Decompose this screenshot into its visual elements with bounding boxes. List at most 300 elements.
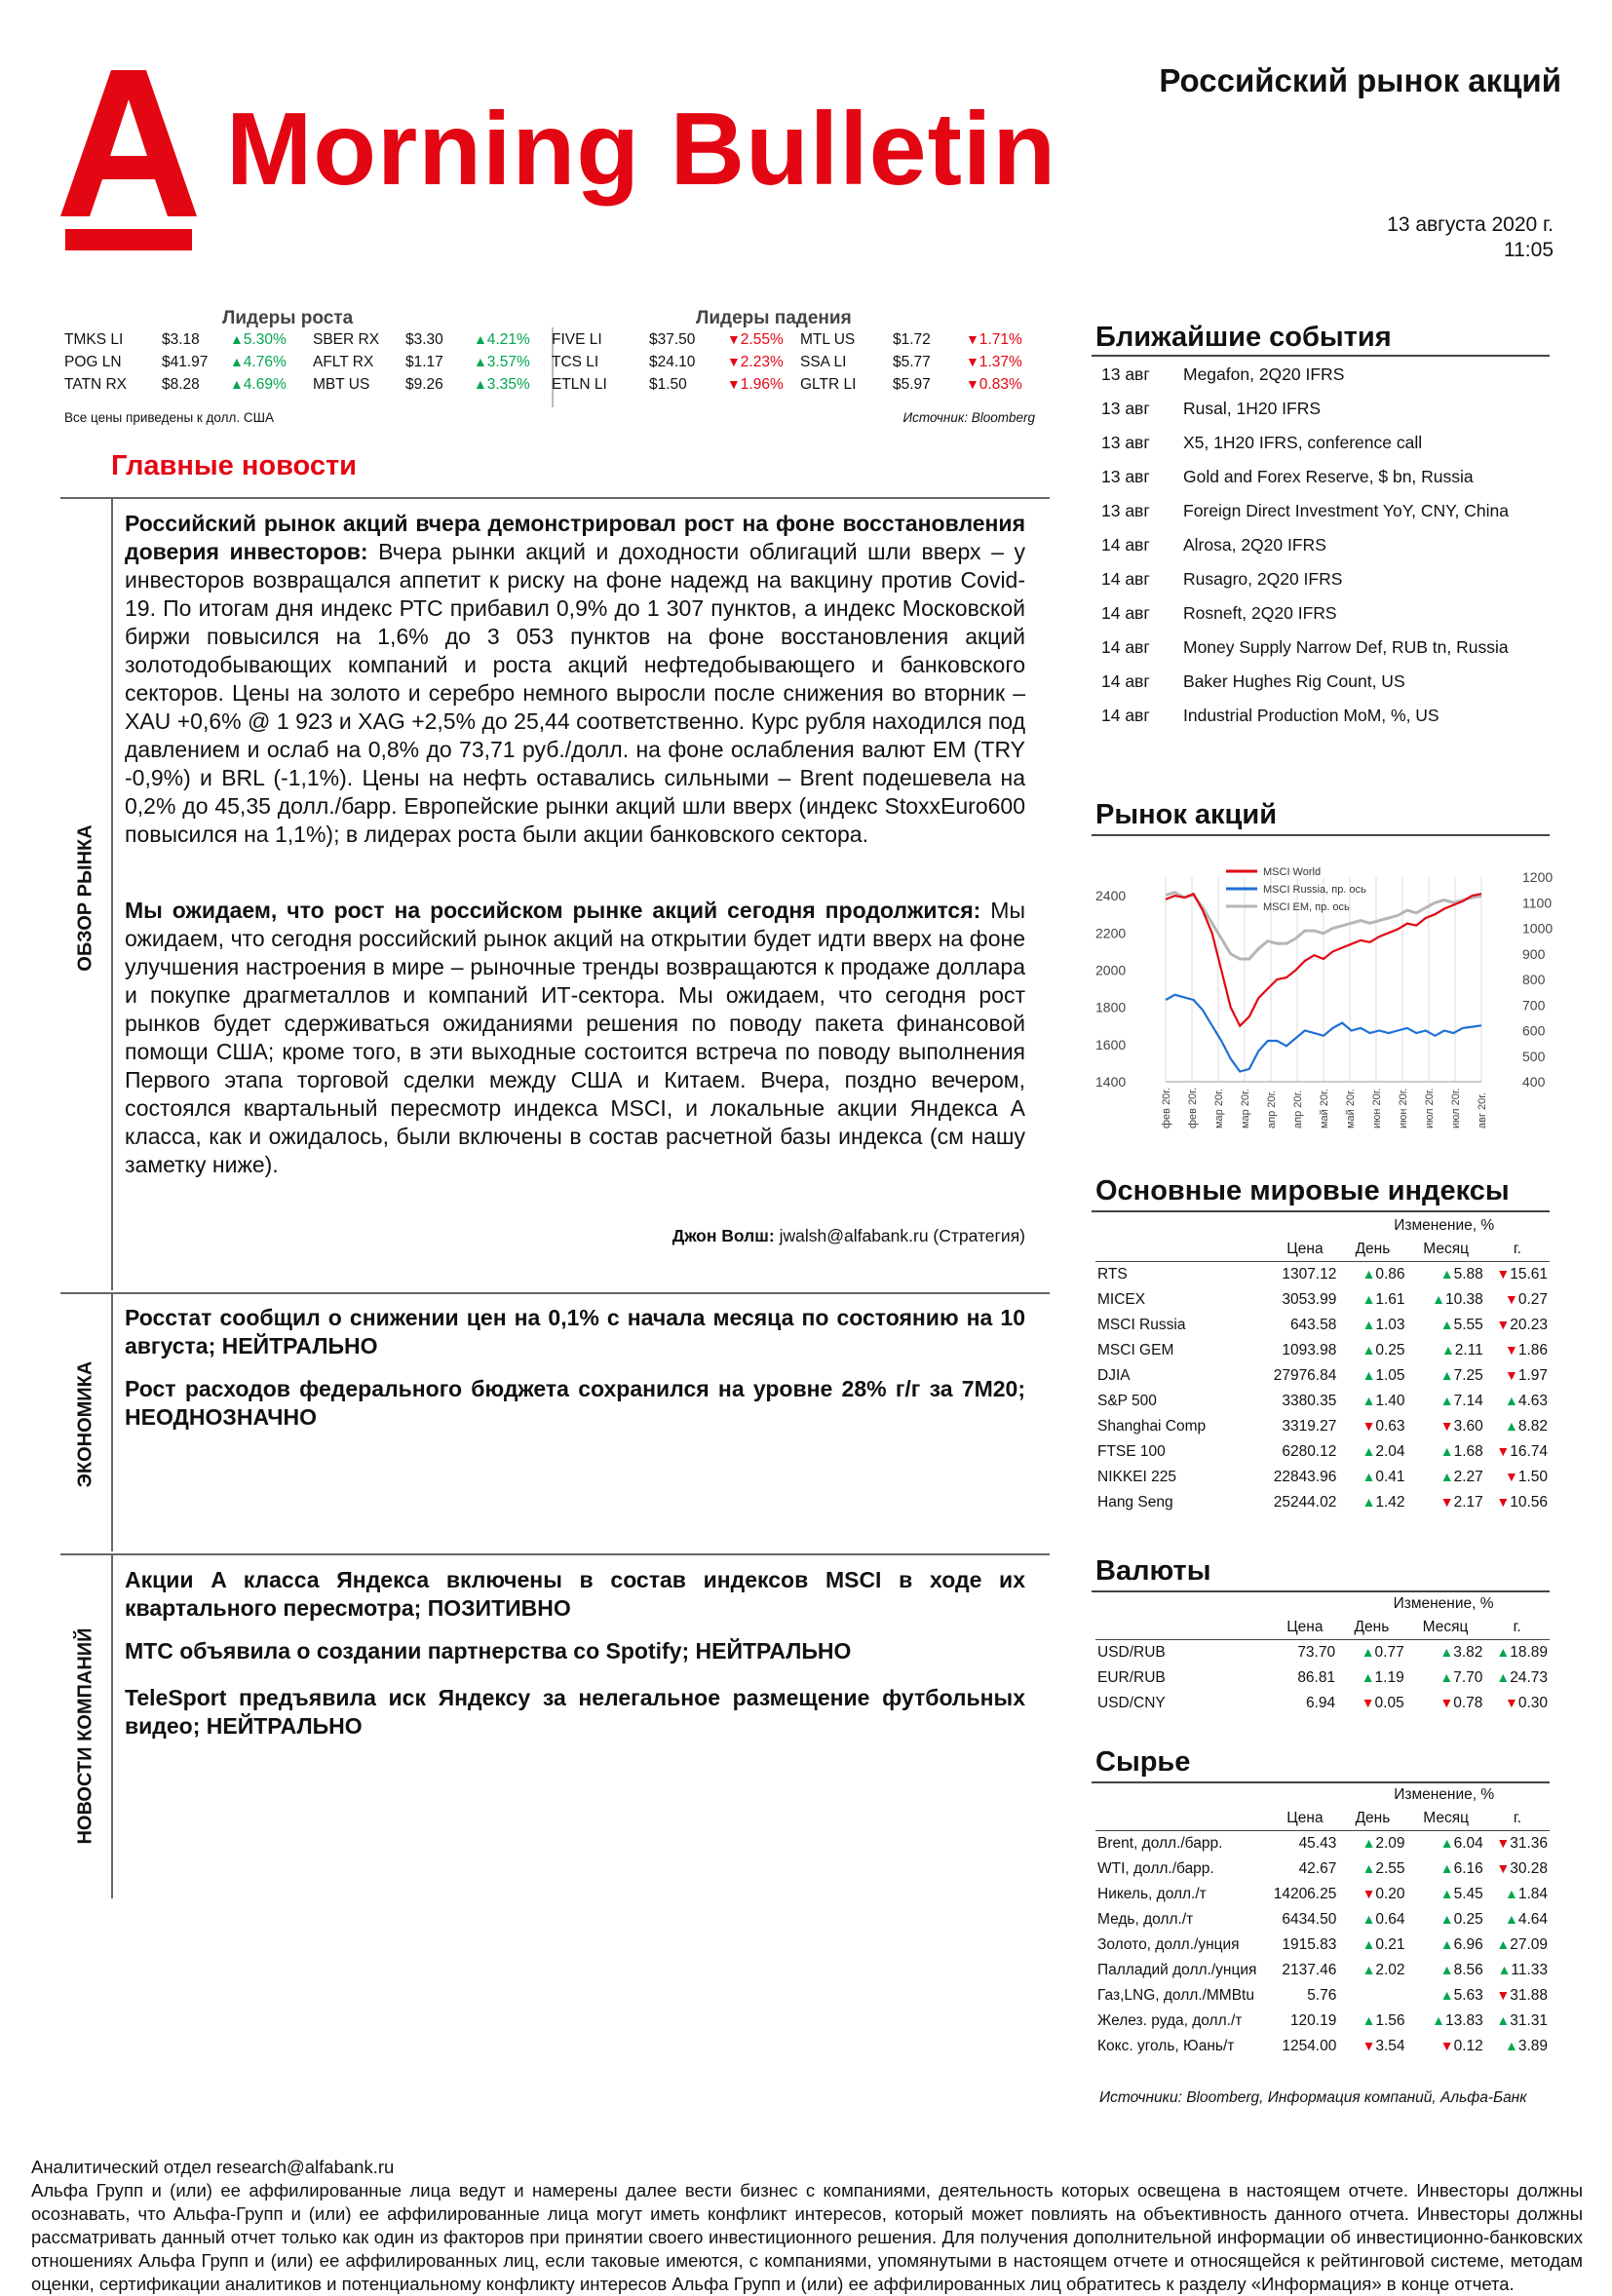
event-row	[1099, 359, 1526, 393]
instrument-name: MICEX	[1097, 1291, 1146, 1308]
change: ▲ 5.30%	[230, 331, 287, 349]
change-y: ▲ 8.82	[1485, 1414, 1550, 1439]
x-tick-label: июн 20г.	[1398, 1088, 1409, 1129]
price: 3319.27	[1282, 1418, 1337, 1435]
change: ▼ 2.55%	[727, 331, 784, 349]
events-title: Ближайшие события	[1095, 322, 1392, 353]
change-d: ▼ 0.05	[1337, 1691, 1406, 1716]
change-d: ▲ 1.56	[1338, 2009, 1406, 2034]
document-date	[1387, 212, 1554, 263]
table-row	[1095, 1882, 1550, 1907]
instrument-name: USD/CNY	[1097, 1695, 1166, 1711]
change-d: ▲ 0.86	[1338, 1262, 1406, 1288]
event-row	[1099, 427, 1526, 461]
x-tick-label: июл 20г.	[1424, 1088, 1436, 1129]
change-m: ▲ 7.14	[1407, 1389, 1485, 1414]
column-header: Месяц	[1423, 1241, 1470, 1257]
change-m: ▲ 8.56	[1407, 1958, 1485, 1983]
y-right-tick-label: 400	[1522, 1074, 1546, 1090]
price: $41.97	[162, 354, 209, 370]
instrument-name: Газ,LNG, долл./MMBtu	[1097, 1987, 1254, 2004]
change-y: ▼ 16.74	[1485, 1439, 1550, 1465]
divider	[1092, 355, 1550, 357]
x-tick-label: май 20г.	[1345, 1089, 1357, 1129]
main-news-heading: Главные новости	[111, 450, 358, 481]
change: ▲ 3.57%	[474, 354, 530, 371]
economy-news-2[interactable]: Рост расходов федерального бюджета сохранился на уровне 28% г/г за 7М20; НЕОДНОЗНАЧНО	[125, 1376, 1025, 1430]
change: ▼ 1.37%	[966, 354, 1022, 371]
company-news-1[interactable]: Акции A класса Яндекса включены в состав индексов MSCI в ходе их квартального пересмотра; ПОЗИТИВНО	[125, 1567, 1025, 1621]
instrument-name: MSCI GEM	[1097, 1342, 1174, 1358]
x-tick-label: июн 20г.	[1371, 1088, 1383, 1129]
change-m: ▼ 3.60	[1407, 1414, 1485, 1439]
change-y: ▼ 1.50	[1485, 1465, 1550, 1490]
indices-table	[1095, 1214, 1550, 1515]
change-y: ▲ 4.64	[1485, 1907, 1550, 1932]
ticker: MTL US	[800, 331, 856, 348]
y-left-tick-label: 1400	[1095, 1074, 1127, 1090]
event-name: Foreign Direct Investment YoY, CNY, China	[1183, 501, 1509, 520]
ticker: FIVE LI	[552, 331, 602, 348]
price: $24.10	[649, 354, 696, 370]
price: 5.76	[1307, 1987, 1337, 2004]
x-tick-label: апр 20г.	[1266, 1090, 1278, 1129]
currencies-title: Валюты	[1095, 1555, 1211, 1587]
x-tick-label: мар 20г.	[1213, 1089, 1225, 1129]
event-name: Rusagro, 2Q20 IFRS	[1183, 569, 1343, 589]
change-d: ▼ 0.63	[1338, 1414, 1406, 1439]
market-outlook-paragraph	[125, 897, 1025, 1179]
change-m: ▲ 6.04	[1407, 1831, 1485, 1857]
ticker: TCS LI	[552, 354, 599, 370]
price: $5.77	[893, 354, 931, 370]
x-tick-label: мар 20г.	[1240, 1089, 1251, 1129]
event-date: 13 авг	[1101, 399, 1150, 418]
price: $3.18	[162, 331, 200, 348]
instrument-name: EUR/RUB	[1097, 1669, 1166, 1686]
event-date: 14 авг	[1101, 637, 1150, 657]
change-m: ▲ 2.11	[1407, 1338, 1485, 1363]
change: ▼ 1.71%	[966, 331, 1022, 349]
ticker: TMKS LI	[64, 331, 124, 348]
instrument-name: Hang Seng	[1097, 1494, 1173, 1511]
column-header: Месяц	[1423, 1810, 1470, 1826]
ticker: ETLN LI	[552, 376, 607, 393]
change: ▲ 4.76%	[230, 354, 287, 371]
market-review-paragraph	[125, 510, 1025, 849]
price: 6.94	[1305, 1695, 1336, 1711]
event-row	[1099, 631, 1526, 666]
price: $37.50	[649, 331, 696, 348]
y-right-tick-label: 1100	[1522, 895, 1553, 911]
event-date: 14 авг	[1101, 535, 1150, 555]
instrument-name: FTSE 100	[1097, 1443, 1166, 1460]
instrument-name: Shanghai Comp	[1097, 1418, 1207, 1435]
change: ▲ 4.69%	[230, 376, 287, 394]
market-review-headline: Российский рынок акций вчера демонстрировал рост на фоне восстановления доверия инвесторов:	[125, 511, 1025, 564]
ticker: MBT US	[313, 376, 370, 393]
leaders-row	[64, 376, 1035, 399]
growth-leaders-title: Лидеры роста	[222, 308, 354, 328]
instrument-name: S&P 500	[1097, 1393, 1157, 1409]
y-right-tick-label: 1000	[1522, 920, 1554, 937]
table-row	[1095, 1389, 1550, 1414]
instrument-name: Brent, долл./барр.	[1097, 1835, 1223, 1852]
column-header: День	[1355, 1241, 1391, 1257]
event-date: 14 авг	[1101, 603, 1150, 623]
column-header: г.	[1513, 1810, 1521, 1826]
table-row	[1095, 1691, 1550, 1716]
y-right-tick-label: 600	[1522, 1022, 1546, 1039]
company-news-2[interactable]: МТС объявила о создании партнерства со Spotify; НЕЙТРАЛЬНО	[125, 1638, 852, 1664]
change-y: ▼ 20.23	[1485, 1313, 1550, 1338]
event-row	[1099, 563, 1526, 597]
time: 11:05	[1504, 239, 1554, 261]
instrument-name: Золото, долл./унция	[1097, 1936, 1240, 1953]
change-header: Изменение, %	[1394, 1217, 1495, 1234]
event-name: Baker Hughes Rig Count, US	[1183, 671, 1405, 691]
change-d: ▲ 1.05	[1338, 1363, 1406, 1389]
price: $1.72	[893, 331, 931, 348]
price: $9.26	[405, 376, 443, 393]
change-y: ▲ 3.89	[1485, 2034, 1550, 2059]
table-row	[1095, 1338, 1550, 1363]
event-row	[1099, 461, 1526, 495]
section-label-economy: ЭКОНОМИКА	[74, 1360, 96, 1488]
price: 1307.12	[1282, 1266, 1337, 1282]
price: $8.28	[162, 376, 200, 393]
ticker: AFLT RX	[313, 354, 374, 370]
event-row	[1099, 529, 1526, 563]
instrument-name: Палладий долл./унция	[1097, 1962, 1257, 1978]
change-m: ▲ 3.82	[1406, 1640, 1485, 1666]
legend-label: MSCI World	[1263, 866, 1322, 878]
stock-market-chart	[1088, 858, 1561, 1150]
change-m: ▲ 13.83	[1407, 2009, 1485, 2034]
instrument-name: Кокс. уголь, Юань/т	[1097, 2038, 1235, 2054]
change-d: ▲ 0.77	[1337, 1640, 1406, 1666]
table-row	[1095, 1831, 1550, 1857]
change-d: ▲ 0.21	[1338, 1932, 1406, 1958]
change-d: ▲ 1.03	[1338, 1313, 1406, 1338]
table-row	[1095, 2034, 1550, 2059]
change: ▼ 1.96%	[727, 376, 784, 394]
x-tick-label: июл 20г.	[1450, 1088, 1462, 1129]
instrument-name: MSCI Russia	[1097, 1317, 1186, 1333]
change-d: ▲ 0.25	[1338, 1338, 1406, 1363]
change-header: Изменение, %	[1393, 1595, 1494, 1612]
leaders-note: Все цены приведены к долл. США	[64, 410, 275, 425]
change-y: ▼ 0.27	[1485, 1287, 1550, 1313]
change-m: ▲ 6.96	[1407, 1932, 1485, 1958]
commodities-source: Источники: Bloomberg, Информация компаний, Альфа-Банк	[1099, 2089, 1527, 2106]
y-left-tick-label: 2200	[1095, 925, 1127, 941]
chart-title: Рынок акций	[1095, 799, 1278, 830]
change-d: ▲ 2.09	[1338, 1831, 1406, 1857]
y-right-tick-label: 800	[1522, 972, 1546, 987]
change-m: ▲ 0.25	[1407, 1907, 1485, 1932]
change-m: ▲ 7.70	[1406, 1665, 1485, 1691]
price: 2137.46	[1282, 1962, 1337, 1978]
ticker: TATN RX	[64, 376, 128, 393]
leaders-row	[64, 354, 1035, 376]
event-row	[1099, 597, 1526, 631]
change: ▲ 3.35%	[474, 376, 530, 394]
divider	[1092, 834, 1550, 836]
change: ▲ 4.21%	[474, 331, 530, 349]
event-date: 13 авг	[1101, 433, 1150, 452]
event-date: 13 авг	[1101, 364, 1150, 384]
change-m: ▲ 10.38	[1407, 1287, 1485, 1313]
price: 6280.12	[1282, 1443, 1337, 1460]
price: 42.67	[1298, 1860, 1337, 1877]
price: $1.17	[405, 354, 443, 370]
company-news-3[interactable]: TeleSport предъявила иск Яндексу за нелегальное размещение футбольных видео; НЕЙТРАЛЬНО	[125, 1685, 1025, 1739]
y-left-tick-label: 2000	[1095, 962, 1127, 978]
market-outlook-headline: Мы ожидаем, что рост на российском рынке акций сегодня продолжится:	[125, 898, 981, 923]
column-header: День	[1355, 1810, 1391, 1826]
change-m: ▲ 5.63	[1407, 1983, 1485, 2009]
divider	[1092, 1210, 1550, 1212]
change-y: ▼ 15.61	[1485, 1262, 1550, 1288]
event-row	[1099, 666, 1526, 700]
change-m: ▲ 5.55	[1407, 1313, 1485, 1338]
price: $3.30	[405, 331, 443, 348]
change: ▼ 0.83%	[966, 376, 1022, 394]
economy-news-1[interactable]: Росстат сообщил о снижении цен на 0,1% с начала месяца по состоянию на 10 августа; НЕЙТРАЛЬНО	[125, 1305, 1025, 1358]
table-row	[1095, 1313, 1550, 1338]
table-row	[1095, 1958, 1550, 1983]
table-row	[1095, 1983, 1550, 2009]
table-row	[1095, 1932, 1550, 1958]
event-name: Rosneft, 2Q20 IFRS	[1183, 603, 1337, 623]
table-row	[1095, 1907, 1550, 1932]
instrument-name: WTI, долл./барр.	[1097, 1860, 1214, 1877]
price: 120.19	[1289, 2012, 1337, 2029]
divider	[60, 1553, 1050, 1555]
disclaimer-text: Альфа Групп и (или) ее аффилированные лица ведут и намерены далее вести бизнес с компаниями, деятельность которых освещена в настоящем отчете. Инвесторы должны осознавать, что Альфа-Групп и (или) ее аффилированные лица могут иметь конфликт интересов, который может повлиять на объективность данного отчета. Инвесторы должны рассматривать данный отчет только как один из факторов при принятии своего инвестиционного решения. Для получения дополнительной информации об инвестиционно-банковских отношениях Альфа Групп и (или) ее аффилированных лиц, если таковые имеются, с компаниями, упомянутыми в настоящем отчете и относящейся к рейтинговой системе, методам оценки, сертификации аналитиков и потенциальному конфликту интересов Альфа Групп и (или) ее аффилированных лиц обратитесь к разделу «Информация» в конце отчета.	[31, 2180, 1583, 2294]
commodities-table	[1095, 1783, 1550, 2059]
change-d: ▲ 2.55	[1338, 1856, 1406, 1882]
table-row	[1095, 1262, 1550, 1288]
change-y: ▲ 11.33	[1485, 1958, 1550, 1983]
change-m: ▲ 5.45	[1407, 1882, 1485, 1907]
change-m: ▲ 5.88	[1407, 1262, 1485, 1288]
event-row	[1099, 393, 1526, 427]
x-tick-label: апр 20г.	[1292, 1090, 1304, 1129]
change-m: ▼ 2.17	[1407, 1490, 1485, 1515]
y-right-tick-label: 500	[1522, 1048, 1546, 1064]
change-m: ▲ 6.16	[1407, 1856, 1485, 1882]
x-tick-label: фев 20г.	[1161, 1087, 1172, 1129]
price: 14206.25	[1273, 1886, 1337, 1902]
change-m: ▼ 0.12	[1407, 2034, 1485, 2059]
change-y: ▼ 1.97	[1485, 1363, 1550, 1389]
event-name: Alrosa, 2Q20 IFRS	[1183, 535, 1326, 555]
change-d: ▲ 1.42	[1338, 1490, 1406, 1515]
event-date: 14 авг	[1101, 671, 1150, 691]
change-y: ▲ 31.31	[1485, 2009, 1550, 2034]
event-name: Industrial Production MoM, %, US	[1183, 706, 1439, 725]
change-y: ▲ 18.89	[1484, 1640, 1550, 1666]
decline-leaders-title: Лидеры падения	[696, 308, 852, 328]
event-name: Megafon, 2Q20 IFRS	[1183, 364, 1345, 384]
change-y: ▼ 0.30	[1484, 1691, 1550, 1716]
change-y: ▲ 27.09	[1485, 1932, 1550, 1958]
event-name: X5, 1H20 IFRS, conference call	[1183, 433, 1423, 452]
divider	[60, 497, 1050, 499]
change-y: ▼ 30.28	[1485, 1856, 1550, 1882]
instrument-name: DJIA	[1097, 1367, 1131, 1384]
instrument-name: NIKKEI 225	[1097, 1469, 1176, 1485]
table-row	[1095, 2009, 1550, 2034]
change-y: ▼ 10.56	[1485, 1490, 1550, 1515]
event-name: Money Supply Narrow Def, RUB tn, Russia	[1183, 637, 1509, 657]
event-row	[1099, 495, 1526, 529]
divider	[60, 1292, 1050, 1294]
price: 1254.00	[1282, 2038, 1337, 2054]
table-row	[1095, 1287, 1550, 1313]
change-y: ▼ 31.36	[1485, 1831, 1550, 1857]
column-header: г.	[1513, 1241, 1521, 1257]
change-d	[1338, 1983, 1406, 2009]
column-header: Месяц	[1422, 1619, 1469, 1635]
column-header: День	[1354, 1619, 1390, 1635]
change-y: ▲ 24.73	[1484, 1665, 1550, 1691]
change-d: ▲ 0.64	[1338, 1907, 1406, 1932]
ticker: SBER RX	[313, 331, 380, 348]
change-y: ▼ 1.86	[1485, 1338, 1550, 1363]
price: 45.43	[1298, 1835, 1337, 1852]
column-header: г.	[1513, 1619, 1521, 1635]
author-name: Джон Волш:	[672, 1226, 775, 1245]
divider	[111, 1555, 113, 1898]
table-row	[1095, 1363, 1550, 1389]
change-d: ▲ 2.04	[1338, 1439, 1406, 1465]
price: 25244.02	[1273, 1494, 1337, 1511]
table-row	[1095, 1465, 1550, 1490]
price: $1.50	[649, 376, 687, 393]
ticker: SSA LI	[800, 354, 847, 370]
instrument-name: Желез. руда, долл./т	[1097, 2012, 1243, 2029]
y-right-tick-label: 700	[1522, 997, 1546, 1014]
event-name: Gold and Forex Reserve, $ bn, Russia	[1183, 467, 1474, 486]
price: 643.58	[1289, 1317, 1337, 1333]
instrument-name: Никель, долл./т	[1097, 1886, 1207, 1902]
y-right-tick-label: 1200	[1522, 869, 1554, 885]
change-d: ▼ 0.20	[1338, 1882, 1406, 1907]
price: 1093.98	[1282, 1342, 1337, 1358]
author-email[interactable]: jwalsh@alfabank.ru	[774, 1226, 929, 1245]
legend-label: MSCI Russia, пр. ось	[1263, 884, 1366, 896]
x-tick-label: май 20г.	[1319, 1089, 1330, 1129]
instrument-name: RTS	[1097, 1266, 1128, 1282]
change-d: ▼ 3.54	[1338, 2034, 1406, 2059]
indices-title: Основные мировые индексы	[1095, 1175, 1510, 1206]
y-right-tick-label: 900	[1522, 945, 1546, 962]
disclaimer	[31, 2156, 1583, 2296]
section-label-market: ОБЗОР РЫНКА	[74, 824, 96, 972]
column-header: Цена	[1286, 1810, 1324, 1826]
change-m: ▲ 1.68	[1407, 1439, 1485, 1465]
price: 3053.99	[1282, 1291, 1337, 1308]
event-row	[1099, 700, 1526, 734]
currencies-table	[1095, 1592, 1550, 1716]
commodities-title: Сырье	[1095, 1746, 1191, 1778]
research-contact: Аналитический отдел research@alfabank.ru	[31, 2157, 395, 2177]
x-tick-label: авг 20г.	[1477, 1092, 1488, 1129]
change-d: ▲ 1.19	[1337, 1665, 1406, 1691]
change-m: ▲ 7.25	[1407, 1363, 1485, 1389]
leaders-source: Источник: Bloomberg	[902, 410, 1035, 425]
leaders-row	[64, 331, 1035, 354]
change: ▼ 2.23%	[727, 354, 784, 371]
price: 73.70	[1297, 1644, 1336, 1661]
market-outlook-text: Мы ожидаем, что сегодня российский рынок акций на открытии будет идти вверх на фоне улучшения настроения в мире – рыночные тренды возвращаются к продаже доллара и покупке драгметаллов и компаний ИТ-сектора. Мы ожидаем, что сегодня рост рынков будет сдерживаться ожиданиями решения по поводу пакета финансовой помощи США; кроме того, в эти выходные состоится встреча по поводу выполнения Первого этапа торговой сделки между США и Китаем. Вчера, поздно вечером, состоялся квартальный пересмотр индекса MSCI, и локальные акции Яндекса А класса, как и ожидалось, были включены в состав расчетной базы индекса (см нашу заметку ниже).	[125, 898, 1025, 1177]
price: 22843.96	[1273, 1469, 1337, 1485]
document-title: Российский рынок акций	[1159, 62, 1561, 98]
table-row	[1095, 1414, 1550, 1439]
event-date: 13 авг	[1101, 467, 1150, 486]
change-d: ▲ 1.61	[1338, 1287, 1406, 1313]
instrument-name: USD/RUB	[1097, 1644, 1166, 1661]
brand-title: Morning Bulletin	[226, 92, 1057, 207]
change-d: ▲ 1.40	[1338, 1389, 1406, 1414]
y-left-tick-label: 1800	[1095, 999, 1127, 1015]
divider	[111, 499, 113, 1290]
price: 6434.50	[1282, 1911, 1337, 1928]
price: 27976.84	[1273, 1367, 1337, 1384]
column-header: Цена	[1286, 1619, 1324, 1635]
divider	[111, 1294, 113, 1551]
y-left-tick-label: 2400	[1095, 888, 1127, 904]
column-header: Цена	[1286, 1241, 1324, 1257]
legend-label: MSCI EM, пр. ось	[1263, 901, 1350, 913]
author-line	[672, 1226, 1025, 1246]
ticker: GLTR LI	[800, 376, 857, 393]
price: 86.81	[1297, 1669, 1336, 1686]
table-row	[1095, 1856, 1550, 1882]
ticker: POG LN	[64, 354, 122, 370]
alfa-logo	[60, 70, 197, 250]
event-date: 14 авг	[1101, 706, 1150, 725]
change-d: ▲ 0.41	[1338, 1465, 1406, 1490]
change-y: ▲ 1.84	[1485, 1882, 1550, 1907]
change-d: ▲ 2.02	[1338, 1958, 1406, 1983]
section-label-companies: НОВОСТИ КОМПАНИЙ	[74, 1627, 96, 1845]
change-m: ▲ 2.27	[1407, 1465, 1485, 1490]
event-name: Rusal, 1H20 IFRS	[1183, 399, 1322, 418]
table-row	[1095, 1665, 1550, 1691]
change-m: ▼ 0.78	[1406, 1691, 1485, 1716]
market-review-text: Вчера рынки акций и доходности облигаций шли вверх – у инвесторов возвращался аппетит к риску на фоне надежд на вакцину против Covid-19. По итогам дня индекс РТС прибавил 0,9% до 1 307 пунктов, а индекс Московской биржи повысился на 1,6% до 3 053 пунктов на фоне восстановления акций золотодобывающих компаний и роста акций нефтедобывающего и банковского секторов. Цены на золото и серебро немного выросли после снижения во вторник – XAU +0,6% @ 1 923 и XAG +2,5% до 25,44 соответственно. Курс рубля находился под давлением и ослаб на 0,8% до 73,71 руб./долл. на фоне ослабления валют EM (TRY -0,9%) и BRL (-1,1%). Цены на нефть оставались сильными – Brent подешевела на 0,2% до 45,35 долл./барр. Европейские рынки акций шли вверх (индекс StoxxEuro600 повысился на 1,1%); в лидерах роста были акции банковского сектора.	[125, 539, 1025, 847]
instrument-name: Медь, долл./т	[1097, 1911, 1194, 1928]
table-row	[1095, 1439, 1550, 1465]
price: 1915.83	[1282, 1936, 1337, 1953]
table-row	[1095, 1490, 1550, 1515]
event-date: 14 авг	[1101, 569, 1150, 589]
change-y: ▲ 4.63	[1485, 1389, 1550, 1414]
price: 3380.35	[1282, 1393, 1337, 1409]
change-y: ▼ 31.88	[1485, 1983, 1550, 2009]
table-row	[1095, 1640, 1550, 1666]
y-left-tick-label: 1600	[1095, 1036, 1127, 1052]
author-dept: (Стратегия)	[928, 1226, 1025, 1245]
event-date: 13 авг	[1101, 501, 1150, 520]
price: $5.97	[893, 376, 931, 393]
date: 13 августа 2020 г.	[1387, 213, 1554, 236]
x-tick-label: фев 20г.	[1187, 1087, 1199, 1129]
